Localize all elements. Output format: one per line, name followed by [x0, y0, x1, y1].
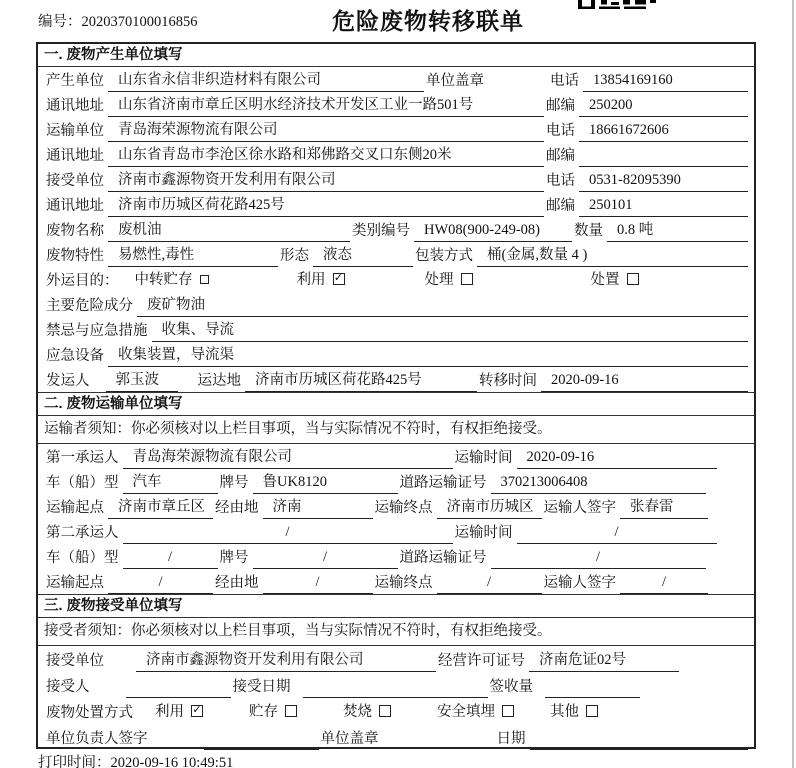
carrier2-road-permit-value: / [491, 549, 706, 569]
form-row [38, 469, 754, 494]
carrier1-terminus-value: 济南市历城区 [437, 495, 542, 519]
carrier2-terminus-value: / [437, 574, 542, 594]
checkbox-disposal-incinerate [379, 705, 391, 717]
carrier1-origin-value: 济南市章丘区 [108, 495, 213, 519]
waste-code-value: HW08(900-249-08) [414, 222, 572, 242]
form-row [38, 267, 754, 292]
checkbox-disposal-landfill-label: 安全填埋 [437, 704, 495, 720]
form-box [36, 42, 756, 749]
checkbox-disposal-utilize-group [155, 700, 203, 724]
checkbox-disposal-store-label: 贮存 [249, 704, 278, 720]
field-label: 接受人 [46, 679, 90, 695]
field-label: 运达地 [197, 373, 241, 389]
checkbox-utilize-label: 利用 [296, 272, 326, 288]
form-row [38, 698, 754, 724]
field-label: 运输时间 [454, 525, 513, 541]
receive-date-value [303, 680, 488, 698]
field-label: 主要危险成分 [46, 298, 133, 314]
checkbox-disposal-landfill [502, 705, 514, 717]
received-quantity-value [545, 680, 640, 698]
carrier2-vehicle-type-value: / [123, 549, 218, 569]
field-label: 经营许可证号 [438, 653, 525, 669]
serial-number [38, 10, 198, 31]
field-label: 形态 [280, 248, 309, 264]
checkbox-disposal-other-label: 其他 [550, 704, 579, 720]
field-label: 外运目的： [46, 273, 119, 289]
print-time [38, 751, 233, 768]
form-row [38, 646, 754, 672]
waste-name-value: 废机油 [108, 218, 350, 242]
checkbox-treat-group [425, 268, 473, 292]
carrier1-plate-value: 鲁UK8120 [253, 470, 398, 494]
checkbox-dispose-label: 处置 [590, 272, 620, 288]
field-label: 运输单位 [46, 123, 104, 139]
field-label: 运输时间 [454, 450, 513, 466]
checkbox-disposal-store-group [249, 700, 297, 724]
checkbox-treat [461, 273, 473, 285]
waste-properties-value: 易燃性,毒性 [108, 243, 278, 267]
carrier1-signature-value: 张春雷 [620, 495, 708, 519]
consignor-value: 郭玉波 [106, 368, 178, 392]
field-label: 日期 [496, 731, 526, 747]
print-time-value: 2020-09-16 10:49:51 [110, 755, 234, 768]
checkbox-utilize: ✓ [333, 272, 344, 284]
field-label: 通讯地址 [46, 148, 104, 164]
form-section [38, 44, 754, 392]
sign-date-value [530, 732, 749, 750]
field-label: 电话 [546, 123, 575, 139]
field-label: 运输终点 [374, 575, 433, 591]
field-label: 经由地 [215, 500, 259, 516]
form-row [38, 142, 754, 167]
field-label: 车（船）型 [46, 550, 119, 566]
form-row [38, 292, 754, 317]
form-row [38, 494, 754, 519]
checkbox-utilize-group [297, 268, 345, 292]
checkbox-transfer-storage [200, 275, 209, 284]
field-label: 接受单位 [46, 653, 104, 669]
checkbox-dispose [627, 273, 639, 285]
checkbox-dispose-group [591, 268, 639, 292]
field-label: 第一承运人 [46, 450, 119, 466]
section-title: 三. 废物接受单位填写 [38, 595, 754, 618]
form-row [38, 117, 754, 142]
field-label: 车（船）型 [46, 475, 119, 491]
field-label: 通讯地址 [46, 198, 104, 214]
page-title: 危险废物转移联单 [332, 8, 524, 34]
producer-seal-label: 单位盖章 [426, 73, 484, 89]
carrier2-signature-value: / [620, 574, 708, 594]
field-label: 牌号 [219, 475, 249, 491]
waste-quantity-value: 0.8 吨 [607, 218, 748, 242]
checkbox-disposal-other [586, 705, 598, 717]
field-label: 应急设备 [46, 348, 104, 364]
serial-label: 编号： [38, 14, 82, 30]
waste-form-value: 液态 [313, 243, 413, 267]
checkbox-disposal-utilize-label: 利用 [155, 704, 184, 720]
form-row [38, 342, 754, 367]
field-label: 邮编 [546, 148, 575, 164]
form-row [38, 569, 754, 594]
destination-value: 济南市历城区荷花路425号 [245, 368, 477, 392]
producer-postcode-value: 250200 [579, 97, 748, 117]
print-time-label: 打印时间： [38, 755, 111, 768]
field-label: 接受单位 [46, 173, 104, 189]
field-label: 废物处置方式 [46, 705, 133, 721]
checkbox-disposal-other-group [550, 700, 598, 724]
field-label: 牌号 [219, 550, 249, 566]
form-row [38, 67, 754, 92]
transporter-postcode-value [579, 149, 748, 167]
field-label: 运输起点 [46, 575, 104, 591]
field-label: 单位负责人签字 [46, 731, 148, 747]
responsible-signature-value [204, 732, 319, 750]
section-note: 运输者须知：你必须核对以上栏目事项，当与实际情况不符时，有权拒绝接受。 [38, 416, 754, 444]
emergency-equipment-value: 收集装置，导流渠 [108, 343, 748, 367]
field-label: 运输人签字 [543, 500, 616, 516]
field-label: 废物名称 [46, 223, 104, 239]
form-row [38, 317, 754, 342]
carrier1-date-value: 2020-09-16 [517, 449, 717, 469]
section-title: 二. 废物运输单位填写 [38, 393, 754, 416]
field-label: 道路运输证号 [399, 550, 487, 566]
field-label: 邮编 [546, 98, 575, 114]
field-label: 发运人 [46, 373, 90, 389]
producer-address-value: 山东省济南市章丘区明水经济技术开发区工业一路501号 [108, 93, 544, 117]
producer-name-value: 山东省永信非织造材料有限公司 [108, 68, 424, 92]
section-title: 一. 废物产生单位填写 [38, 44, 754, 67]
carrier2-via-value: / [263, 574, 373, 594]
page-edge-line [792, 0, 794, 768]
receiver-name-value: 济南市鑫源物资开发利用有限公司 [108, 168, 544, 192]
form-row [38, 544, 754, 569]
field-label: 转移时间 [479, 373, 537, 389]
field-label: 禁忌与应急措施 [46, 323, 148, 339]
carrier2-origin-value: / [108, 574, 213, 594]
transfer-date-value: 2020-09-16 [541, 372, 748, 392]
receiver-phone-value: 0531-82095390 [579, 172, 748, 192]
field-label: 废物特性 [46, 248, 104, 264]
field-label: 第二承运人 [46, 525, 119, 541]
carrier2-date-value: / [517, 524, 717, 544]
receiver-person-value [126, 680, 231, 698]
field-label: 经由地 [215, 575, 259, 591]
field-label: 道路运输证号 [399, 475, 487, 491]
carrier2-plate-value: / [253, 549, 398, 569]
form-row [38, 92, 754, 117]
checkbox-disposal-landfill-group [437, 700, 514, 724]
receive-unit-value: 济南市鑫源物资开发利用有限公司 [136, 648, 436, 672]
producer-phone-value: 13854169160 [583, 72, 748, 92]
checkbox-disposal-incinerate-label: 焚烧 [343, 704, 372, 720]
form-row [38, 519, 754, 544]
checkbox-disposal-utilize: ✓ [192, 704, 202, 716]
form-row [38, 167, 754, 192]
checkbox-disposal-incinerate-group [343, 700, 391, 724]
field-label: 通讯地址 [46, 98, 104, 114]
receiver-address-value: 济南市历城区荷花路425号 [108, 193, 544, 217]
form-section [38, 392, 754, 594]
transporter-phone-value: 18661672606 [579, 122, 748, 142]
field-label: 类别编号 [352, 223, 410, 239]
carrier1-road-permit-value: 370213006408 [491, 474, 706, 494]
emergency-measures-value: 收集、导流 [152, 318, 749, 342]
form-section [38, 594, 754, 750]
form-row [38, 192, 754, 217]
form-row [38, 242, 754, 267]
field-label: 产生单位 [46, 73, 104, 89]
carrier2-name-value: / [123, 524, 453, 544]
transporter-address-value: 山东省青岛市李沧区徐水路和郑佛路交叉口东侧20米 [108, 143, 544, 167]
carrier1-via-value: 济南 [263, 495, 373, 519]
field-label: 包装方式 [415, 248, 473, 264]
qr-code-fragment [578, 0, 666, 10]
field-label: 运输人签字 [543, 575, 616, 591]
receiver-seal-label: 单位盖章 [320, 731, 379, 747]
serial-value: 2020370100016856 [81, 14, 198, 30]
field-label: 电话 [546, 173, 575, 189]
field-label: 运输终点 [374, 500, 433, 516]
field-label: 签收量 [489, 679, 533, 695]
checkbox-treat-label: 处理 [424, 272, 454, 288]
main-hazard-value: 废矿物油 [137, 293, 748, 317]
checkbox-transfer-storage-label: 中转贮存 [134, 272, 193, 288]
form-row [38, 367, 754, 392]
form-row [38, 724, 754, 750]
form-row [38, 444, 754, 469]
section-note: 接受者须知：你必须核对以上栏目事项，当与实际情况不符时，有权拒绝接受。 [38, 618, 754, 646]
field-label: 邮编 [546, 198, 575, 214]
license-no-value: 济南危证02号 [529, 648, 679, 672]
field-label: 运输起点 [46, 500, 104, 516]
carrier1-vehicle-type-value: 汽车 [123, 470, 218, 494]
checkbox-transfer-storage-group [135, 268, 209, 292]
form-row [38, 217, 754, 242]
field-label: 接受日期 [232, 679, 291, 695]
transporter-name-value: 青岛海荣源物流有限公司 [108, 118, 544, 142]
field-label: 数量 [574, 223, 603, 239]
checkbox-disposal-store [285, 705, 297, 717]
form-row [38, 672, 754, 698]
field-label: 电话 [550, 73, 579, 89]
packaging-value: 桶(金属,数量 4 ) [477, 243, 748, 267]
receiver-postcode-value: 250101 [579, 197, 748, 217]
carrier1-name-value: 青岛海荣源物流有限公司 [123, 445, 453, 469]
